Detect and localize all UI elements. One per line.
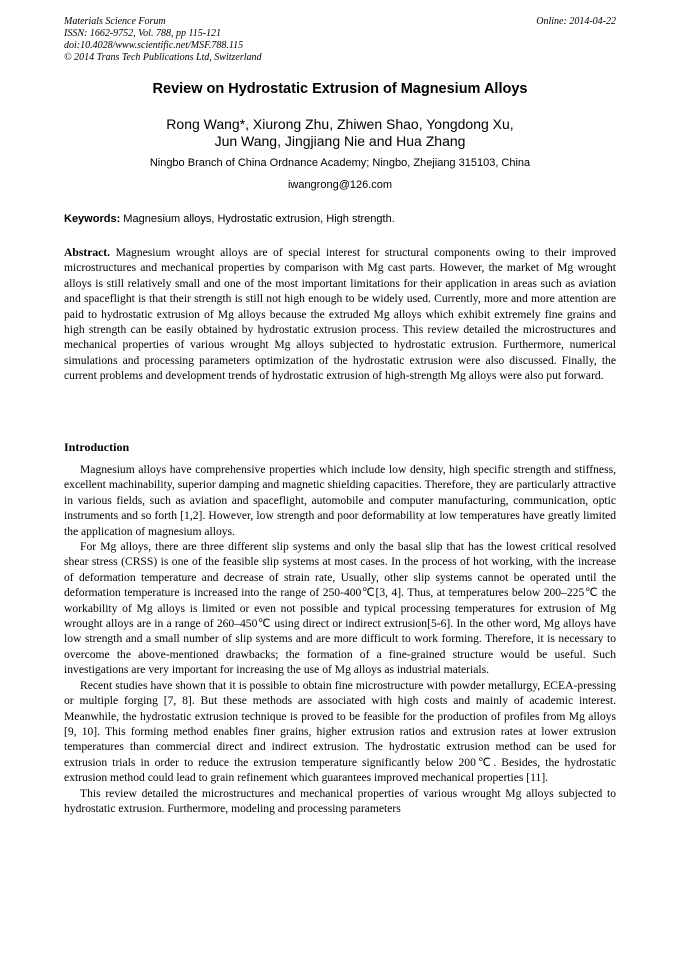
authors-line-1: Rong Wang*, Xiurong Zhu, Zhiwen Shao, Yongdong Xu, (166, 116, 514, 132)
abstract-label: Abstract. (64, 246, 111, 259)
online-date: Online: 2014-04-22 (536, 16, 616, 27)
introduction-body (64, 462, 616, 816)
abstract-text: Magnesium wrought alloys are of special interest for structural components owing to their improved microstructures and mechanical properties by comparison with Mg cast parts. However, the market of Mg wrought alloys is still relatively small and one of the most important limitations for their application in areas such as aviation and spaceflight is that their strength is still not high enough to be widely used. Currently, more and more attention are paid to hydrostatic extrusion of Mg alloys because the extruded Mg alloys which exhibit extremely fine grains and high strength can be easily obtained by hydrostatic extrusion process. This review detailed the microstructures and mechanical properties of various wrought Mg alloys subjected to hydrostatic extrusion. Furthermore, numerical simulations and processing parameters optimization of the hydrostatic extrusion were also discussed. Finally, the current problems and development trends of hydrostatic extrusion of high-strength Mg alloys were also put forward. (64, 246, 616, 383)
intro-paragraph: This review detailed the microstructures and mechanical properties of various wrought Mg alloys subjected to hydrostatic extrusion. Furthermore, modeling and processing parameters (64, 786, 616, 815)
copyright-line: © 2014 Trans Tech Publications Ltd, Switzerland (64, 52, 262, 63)
keywords-label: Keywords: (64, 213, 121, 225)
intro-paragraph: Magnesium alloys have comprehensive properties which include low density, high specific strength and stiffness, excellent machinability, superior damping and magnetic shielding capacities. Therefore, they are particularly attractive in various fields, such as aviation and spaceflight, automobile and computer manufacturing, communication, optic instruments and so forth [1,2]. However, low strength and poor deformability at low temperatures have greatly limited the application of magnesium alloys. (64, 463, 616, 538)
keywords (64, 212, 616, 226)
author-email: iwangrong@126.com (287, 179, 393, 191)
issn-line: ISSN: 1662-9752, Vol. 788, pp 115-121 (64, 28, 222, 39)
abstract (64, 245, 616, 384)
section-heading-introduction: Introduction (64, 440, 130, 454)
affiliation: Ningbo Branch of China Ordnance Academy; Ningbo, Zhejiang 315103, China (149, 157, 531, 169)
journal-name: Materials Science Forum (64, 16, 166, 27)
authors-line-2: Jun Wang, Jingjiang Nie and Hua Zhang (214, 133, 466, 149)
journal-header (64, 16, 616, 64)
intro-paragraph: Recent studies have shown that it is possible to obtain fine microstructure with powder metallurgy, ECEA-pressing or multiple forging [7, 8]. But these methods are associated with high costs and mainly of academic interest. Meanwhile, the hydrostatic extrusion technique is proved to be feasible for the production of profiles from Mg alloys [9, 10]. This forming method enables finer grains, higher extrusion ratios and extrusion rates at lower extrusion temperatures than commercial direct and indirect extrusion. The hydrostatic extrusion method can be used for extrusion trials in order to reduce the extrusion temperature significantly below 200℃. Besides, the hydrostatic extrusion method could lead to grain refinement which guarantees improved mechanical properties [11]. (64, 678, 616, 785)
intro-paragraph: For Mg alloys, there are three different slip systems and only the basal slip that has the lowest critical resolved shear stress (CRSS) is one of the feasible slip systems at most cases. In the process of hot working, with the increase of deformation temperature and decrease of strain rate, Usually, other slip systems cannot be operated until the deformation temperature is increased into the range of 250-400℃[3, 4]. Thus, at temperatures below 200–225℃ the workability of Mg alloys is limited or even not possible and typical processing temperatures for extrusion of Mg wrought alloys are in a range of 260–450℃ using direct or indirect extrusion[5-6]. In the other word, Mg alloys have low strength and a small number of slip systems and are more difficult to work forming. Therefore, it is necessary to overcome the above-mentioned drawbacks; the formation of a fine-grained structure would be useful. Such investigations are very important for increasing the use of Mg alloys as industrial materials. (64, 540, 616, 677)
keywords-text: Magnesium alloys, Hydrostatic extrusion, High strength. (120, 213, 395, 225)
author-list (64, 116, 616, 150)
doi-line: doi:10.4028/www.scientific.net/MSF.788.115 (64, 40, 244, 51)
paper-title: Review on Hydrostatic Extrusion of Magnesium Alloys (152, 81, 528, 97)
